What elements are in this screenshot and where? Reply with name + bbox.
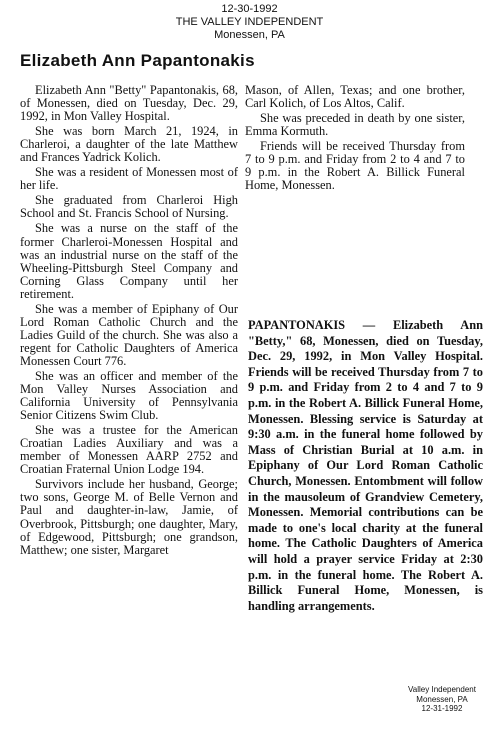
funeral-notice: PAPANTONAKIS — Elizabeth Ann "Betty," 68, Monessen, died on Tuesday, Dec. 29, 1992, in Mon Valley Hospital. Friends will be received Thursday from 7 to 9 p.m. and Friday from 2 to 4 and 7 to 9 p.m. in the Robert A. Billick Funeral Home, Monessen. Blessing service is Saturday at 9:30 a.m. in the funeral home followed by Mass of Christian Burial at 10 a.m. in Epiphany of Our Lord Roman Catholic Church, Monessen. Entombment will follow in the mausoleum of Grandview Cemetery, Monessen. Memorial contributions can be made to one's local charity at the funeral home. The Catholic Daughters of America will hold a prayer service Friday at 2:30 p.m. in the funeral home. The Robert A. Billick Funeral Home, Monessen, is handling arrangements. — [248, 318, 483, 613]
paragraph: Survivors include her husband, George; two sons, George M. of Belle Vernon and Paul and daughter-in-law, Jamie, of Overbrook, Pittsburgh; one daughter, Mary, of Edgewood, Pittsburgh; one grandson, Matthew; one sister, Margaret — [20, 477, 238, 557]
header-paper: THE VALLEY INDEPENDENT — [175, 16, 324, 28]
credit-date: 12-31-1992 — [421, 704, 463, 713]
paragraph: She was preceded in death by one sister, Emma Kormuth. — [245, 111, 465, 139]
header-date: 12-30-1992 — [221, 3, 278, 15]
paragraph: Friends will be received Thursday from 7 to 9 p.m. and Friday from 2 to 4 and 7 to 9 p.m. in the Robert A. Billick Funeral Home, Monessen. — [245, 139, 465, 193]
paragraph: Mason, of Allen, Texas; and one brother, Carl Kolich, of Los Altos, Calif. — [245, 83, 465, 111]
paragraph: She was a nurse on the staff of the former Charleroi-Monessen Hospital and was an industrial nurse on the staff of the Wheeling-Pittsburgh Steel Company and Corning Glass Company until her retirement. — [20, 221, 238, 301]
paragraph: She was an officer and member of the Mon Valley Nurses Association and California University of Pennsylvania Senior Citizens Swim Club. — [20, 368, 238, 423]
paragraph: She graduated from Charleroi High School and St. Francis School of Nursing. — [20, 193, 238, 221]
obituary-column-1 — [20, 84, 238, 559]
credit-place: Monessen, PA — [416, 694, 468, 704]
notice-credit — [392, 685, 492, 714]
obituary-title: Elizabeth Ann Papantonakis — [20, 51, 255, 70]
obituary-column-2 — [245, 84, 465, 194]
paragraph: She was a resident of Monessen most of her life. — [20, 165, 238, 193]
credit-paper: Valley Independent — [408, 685, 476, 694]
paragraph: She was a member of Epiphany of Our Lord Roman Catholic Church and the Ladies Guild of the church. She was also a regent for Catholic Daughters of America Monessen Court 776. — [20, 301, 238, 368]
paragraph: She was born March 21, 1924, in Charleroi, a daughter of the late Matthew and Frances Yadrick Kolich. — [20, 124, 238, 165]
paragraph: Elizabeth Ann "Betty" Papantonakis, 68, of Monessen, died on Tuesday, Dec. 29, 1992, in Mon Valley Hospital. — [20, 83, 238, 124]
header-place: Monessen, PA — [214, 29, 285, 41]
paragraph: She was a trustee for the American Croatian Ladies Auxiliary and was a member of Monessen AARP 2752 and Croatian Fraternal Union Lodge 194. — [20, 423, 238, 477]
